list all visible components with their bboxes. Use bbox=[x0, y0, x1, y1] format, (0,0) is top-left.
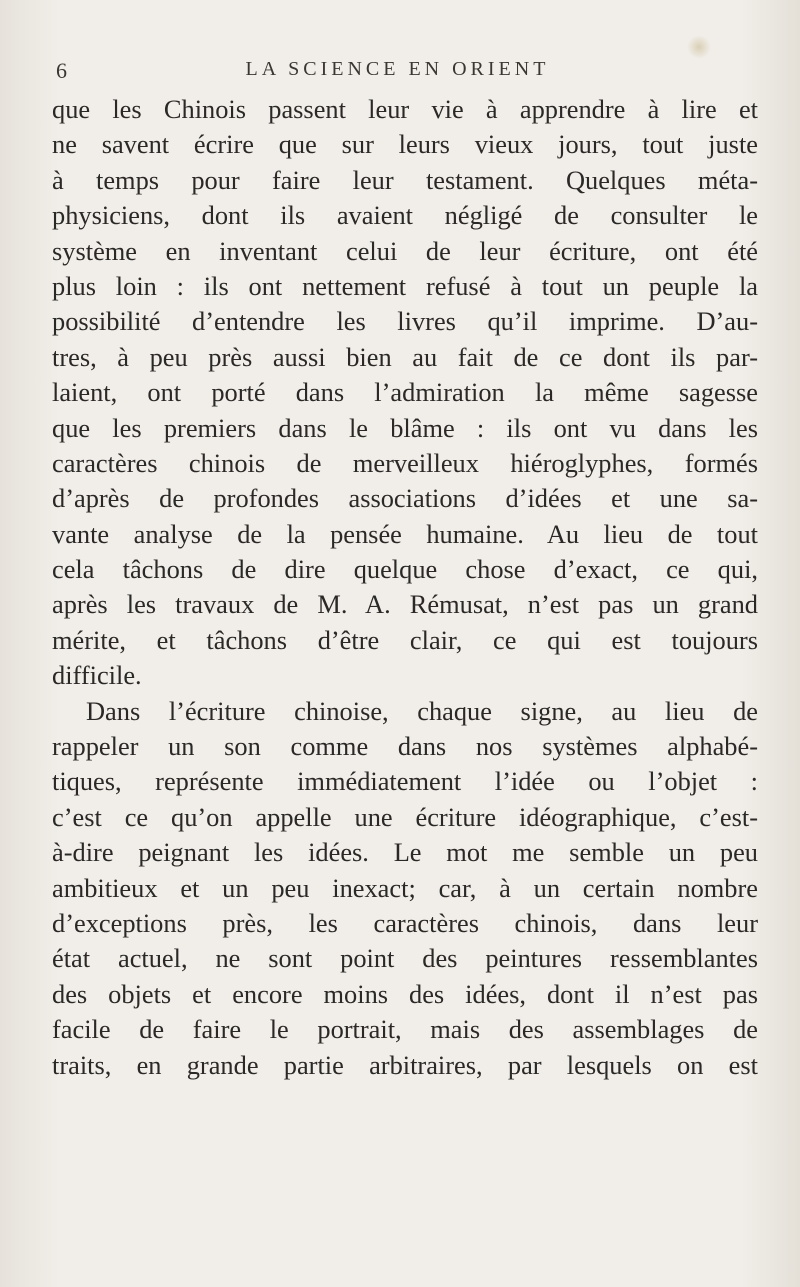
text-line: laient, ont porté dans l’admiration la même sagesse bbox=[52, 377, 758, 408]
body-text bbox=[52, 92, 758, 1083]
text-line: à temps pour faire leur testament. Quelques méta- bbox=[52, 164, 758, 195]
text-line: des objets et encore moins des idées, dont il n’est pas bbox=[52, 978, 758, 1009]
text-line: caractères chinois de merveilleux hiéroglyphes, formés bbox=[52, 447, 758, 478]
running-title: LA SCIENCE EN ORIENT bbox=[245, 58, 550, 80]
text-line: état actuel, ne sont point des peintures ressemblantes bbox=[52, 943, 758, 974]
text-line: tres, à peu près aussi bien au fait de ce dont ils par- bbox=[52, 341, 758, 372]
text-line: que les Chinois passent leur vie à apprendre à lire et bbox=[52, 94, 758, 124]
paper-stain bbox=[686, 36, 712, 58]
text-line: que les premiers dans le blâme : ils ont vu dans les bbox=[52, 412, 758, 443]
text-line: mérite, et tâchons d’être clair, ce qui est toujours bbox=[52, 624, 758, 655]
text-line: cela tâchons de dire quelque chose d’exact, ce qui, bbox=[52, 554, 758, 585]
text-line: difficile. bbox=[52, 660, 142, 691]
text-line: tiques, représente immédiatement l’idée ou l’objet : bbox=[52, 766, 758, 797]
text-line: rappeler un son comme dans nos systèmes alphabé- bbox=[52, 731, 758, 762]
page-number: 6 bbox=[56, 58, 68, 83]
text-line: ne savent écrire que sur leurs vieux jours, tout juste bbox=[52, 129, 758, 160]
text-line: traits, en grande partie arbitraires, par lesquels on est bbox=[52, 1049, 758, 1080]
text-line: d’exceptions près, les caractères chinois, dans leur bbox=[52, 907, 758, 938]
text-line: ambitieux et un peu inexact; car, à un certain nombre bbox=[52, 872, 758, 903]
text-line: à-dire peignant les idées. Le mot me semble un peu bbox=[52, 837, 758, 868]
text-line: plus loin : ils ont nettement refusé à tout un peuple la bbox=[52, 270, 758, 301]
text-line: physiciens, dont ils avaient négligé de consulter le bbox=[52, 200, 758, 231]
text-line: facile de faire le portrait, mais des assemblages de bbox=[52, 1014, 758, 1045]
text-line: c’est ce qu’on appelle une écriture idéographique, c’est- bbox=[52, 801, 758, 832]
text-line: d’après de profondes associations d’idées et une sa- bbox=[52, 483, 758, 514]
text-line: après les travaux de M. A. Rémusat, n’est pas un grand bbox=[52, 589, 758, 620]
text-line: possibilité d’entendre les livres qu’il imprime. D’au- bbox=[52, 306, 758, 337]
paragraph-first-line: Dans l’écriture chinoise, chaque signe, au lieu de bbox=[86, 695, 758, 726]
page-header bbox=[40, 58, 755, 88]
text-line: système en inventant celui de leur écriture, ont été bbox=[52, 235, 758, 266]
text-line: vante analyse de la pensée humaine. Au lieu de tout bbox=[52, 518, 758, 549]
